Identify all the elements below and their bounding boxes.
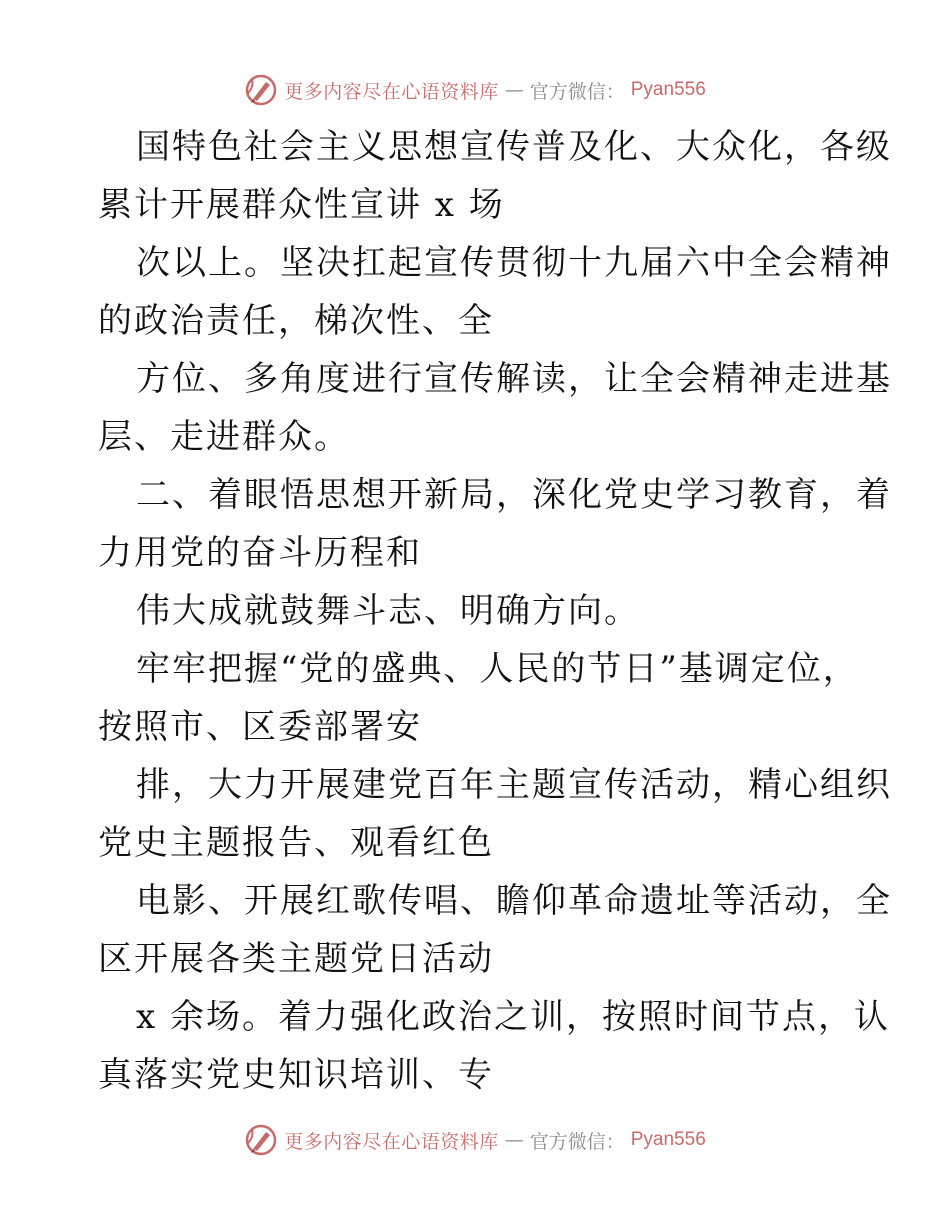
text-line: 区开展各类主题党日活动 [98, 939, 494, 979]
watermark-wechat-label: 官方微信： [529, 1130, 625, 1153]
watermark-wechat-id: Pyan556 [630, 79, 706, 100]
text-line: 排，大力开展建党百年主题宣传活动，精心组织 [136, 765, 892, 805]
text-line: 力用党的奋斗历程和 [98, 533, 422, 573]
pen-logo-icon [244, 73, 278, 107]
text-line: 二、着眼悟思想开新局，深化党史学习教育，着 [136, 475, 892, 515]
text-line: 伟大成就鼓舞斗志、明确方向。 [136, 591, 640, 631]
watermark-wechat-id: Pyan556 [630, 1129, 706, 1150]
text-line: 电影、开展红歌传唱、瞻仰革命遗址等活动，全 [136, 881, 892, 921]
text-line: x 余场。着力强化政治之训，按照时间节点，认 [136, 997, 890, 1037]
watermark-brand: 更多内容尽在心语资料库 [284, 1130, 499, 1153]
watermark-brand: 更多内容尽在心语资料库 [284, 80, 499, 103]
header-watermark [0, 70, 950, 110]
text-line: 层、走进群众。 [98, 417, 350, 457]
text-line: 次以上。坚决扛起宣传贯彻十九届六中全会精神 [136, 243, 892, 283]
document-body [98, 118, 892, 1104]
text-line: 真落实党史知识培训、专 [98, 1055, 494, 1095]
footer-watermark [0, 1120, 950, 1160]
pen-logo-icon [244, 1123, 278, 1157]
watermark-wechat-label: 官方微信： [529, 80, 625, 103]
text-line: 国特色社会主义思想宣传普及化、大众化，各级 [136, 127, 892, 167]
text-line: 党史主题报告、观看红色 [98, 823, 494, 863]
text-line: 累计开展群众性宣讲 x 场 [98, 185, 505, 225]
text-line: 方位、多角度进行宣传解读，让全会精神走进基 [136, 359, 892, 399]
text-line: 按照市、区委部署安 [98, 707, 422, 747]
watermark-separator: — [504, 79, 524, 101]
watermark-separator: — [504, 1129, 524, 1151]
text-line: 的政治责任，梯次性、全 [98, 301, 494, 341]
text-line: 牢牢把握“党的盛典、人民的节日”基调定位， [136, 649, 859, 689]
